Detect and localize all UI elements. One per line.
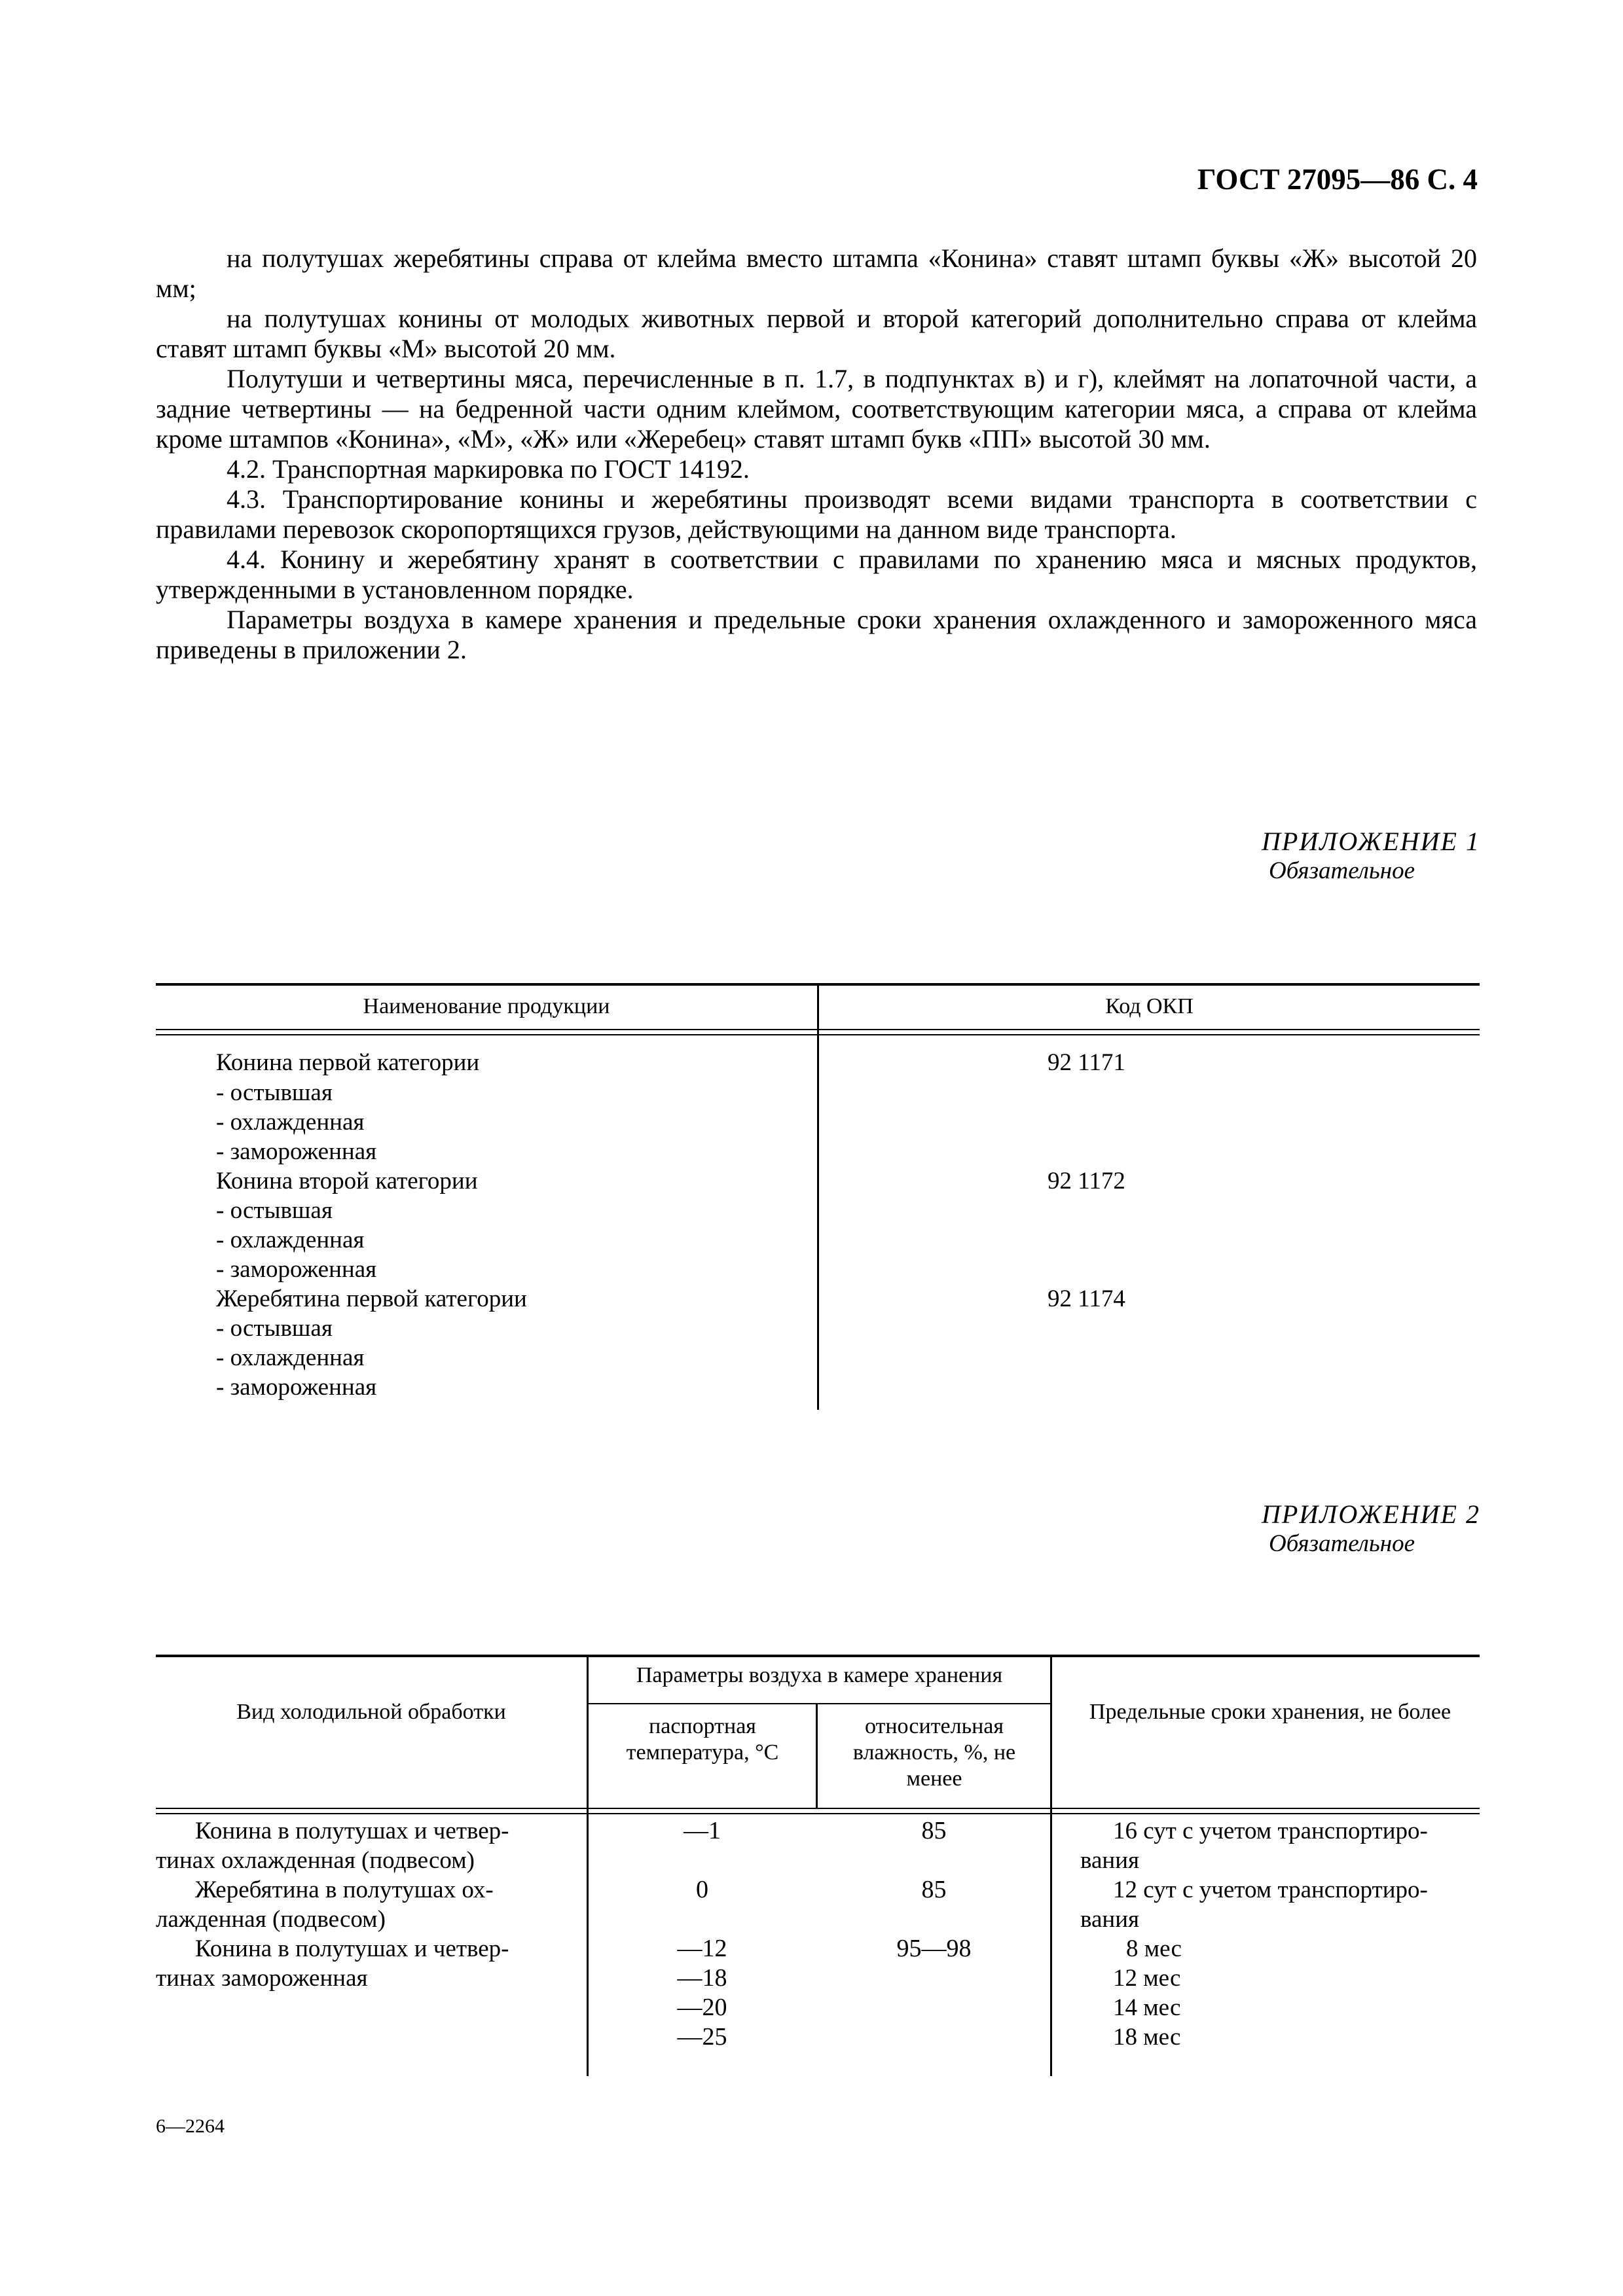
- table-row-term: [1080, 1934, 1480, 2052]
- table-row-sub: - остывшая: [216, 1197, 333, 1224]
- table-row-humidity: 95—98: [896, 1935, 972, 1962]
- table-row-sub: - охлажденная: [216, 1227, 365, 1253]
- table-row-temperature: —1: [684, 1817, 721, 1844]
- table-row-term: [1080, 1875, 1480, 1934]
- appendix1-heading: [1262, 826, 1480, 885]
- appendix1-subtitle: Обязательное: [1268, 857, 1415, 884]
- table-header-temperature: паспортная температура, °С: [626, 1714, 779, 1765]
- kind-line: Конина в полутушах и четвер-: [195, 1818, 509, 1844]
- table-row-sub: - замороженная: [216, 1374, 377, 1401]
- table-header-rule: [156, 1034, 1480, 1035]
- term-line: 8 мес: [1126, 1935, 1182, 1962]
- table-row-sub: - охлажденная: [216, 1109, 365, 1136]
- page-footer: 6—2264: [156, 2115, 225, 2137]
- table-row-kind: [156, 1875, 562, 1934]
- kind-line: Конина в полутушах и четвер-: [195, 1935, 509, 1962]
- appendix2-subtitle: Обязательное: [1268, 1530, 1415, 1557]
- paragraph-text: Полутуши и четвертины мяса, перечисленные в п. 1.7, в подпунктах в) и г), клеймят на лопаточной части, а задние четвертины — на бедренной части одним клеймом, соответствующим категории мяса, а справа от клейма кроме штампов «Конина», «М», «Ж» или «Жеребец» ставят штамп букв «ПП» высотой 30 мм.: [156, 364, 1477, 454]
- table-header-rule: [156, 1813, 1480, 1814]
- paragraph-text: 4.2. Транспортная маркировка по ГОСТ 14192.: [227, 454, 750, 484]
- table-row-kind: [156, 1934, 562, 1993]
- kind-line: лажденная (подвесом): [156, 1906, 386, 1933]
- temp-line: —20: [677, 1994, 727, 2021]
- paragraph-text: Параметры воздуха в камере хранения и предельные сроки хранения охлажденного и замороженного мяса приведены в приложении 2.: [156, 605, 1477, 664]
- page-header: ГОСТ 27095—86 С. 4: [1197, 163, 1478, 196]
- appendix2-heading: [1262, 1499, 1480, 1558]
- temp-line: —18: [677, 1964, 727, 1992]
- table-row-name: Конина первой категории: [216, 1049, 480, 1076]
- table-header-group: Параметры воздуха в камере хранения: [636, 1663, 1003, 1687]
- paragraph-1: [156, 243, 1477, 665]
- table-row-code: 92 1171: [1048, 1049, 1125, 1076]
- table-row-humidity: 85: [921, 1876, 947, 1903]
- table-row-code: 92 1174: [1048, 1285, 1125, 1312]
- table-top-rule: [156, 1655, 1480, 1657]
- paragraph-text: на полутушах конины от молодых животных первой и второй категорий дополнительно справа от клейма ставят штамп буквы «М» высотой 20 мм.: [156, 304, 1477, 363]
- table-row-sub: - замороженная: [216, 1256, 377, 1283]
- table-header-name: Наименование продукции: [363, 994, 610, 1018]
- kind-line: Жеребятина в полутушах ох-: [195, 1876, 494, 1903]
- term-line: 14 мес: [1113, 1994, 1181, 2021]
- paragraph-text: 4.4. Конину и жеребятину хранят в соответствии с правилами по хранению мяса и мясных продуктов, утвержденными в установленном порядке.: [156, 545, 1477, 604]
- kind-line: тинах охлажденная (подвесом): [156, 1847, 475, 1874]
- appendix2-title: ПРИЛОЖЕНИЕ 2: [1262, 1499, 1480, 1529]
- temp-line: —12: [677, 1935, 727, 1962]
- kind-line: тинах замороженная: [156, 1965, 368, 1992]
- temp-line: —25: [677, 2023, 727, 2051]
- table-row-name: Конина второй категории: [216, 1168, 478, 1194]
- term-line: 16 сут с учетом транспортиро-: [1113, 1818, 1428, 1844]
- paragraph-text: на полутушах жеребятины справа от клейма вместо штампа «Конина» ставят штамп буквы «Ж» высотой 20 мм;: [156, 243, 1477, 303]
- appendix1-title: ПРИЛОЖЕНИЕ 1: [1262, 827, 1480, 856]
- table-row-sub: - охлажденная: [216, 1344, 365, 1371]
- table-row-sub: - остывшая: [216, 1315, 333, 1342]
- term-line: вания: [1080, 1906, 1140, 1933]
- paragraph-text: 4.3. Транспортирование конины и жеребятины производят всеми видами транспорта в соответствии с правилами перевозок скоропортящихся грузов, действующими на данном виде транспорта.: [156, 484, 1477, 544]
- table-row-sub: - остывшая: [216, 1079, 333, 1106]
- table-header-kind: Вид холодильной обработки: [236, 1700, 506, 1724]
- table-group-rule: [588, 1703, 1050, 1704]
- table-row-sub: - замороженная: [216, 1138, 377, 1165]
- term-line: 12 сут с учетом транспортиро-: [1113, 1876, 1428, 1903]
- term-line: 18 мес: [1113, 2024, 1181, 2051]
- table-row-term: [1080, 1816, 1480, 1875]
- table-column-divider: [816, 1704, 818, 1809]
- table-header-term: Предельные сроки хранения, не более: [1089, 1700, 1451, 1724]
- table-header-humidity: относительная влажность, %, не менее: [852, 1714, 1016, 1791]
- table-row-code: 92 1172: [1048, 1168, 1125, 1194]
- term-line: 12 мес: [1113, 1965, 1181, 1992]
- table-row-kind: [156, 1816, 562, 1875]
- table-row-humidity: 85: [921, 1817, 947, 1844]
- table-header-code: Код ОКП: [1105, 994, 1194, 1018]
- table-header-rule: [156, 1808, 1480, 1809]
- table-row-temperature: [589, 1934, 816, 2052]
- table-column-divider: [817, 984, 819, 1410]
- table-column-divider: [1050, 1656, 1052, 2076]
- table-row-temperature: 0: [696, 1876, 708, 1903]
- table-row-name: Жеребятина первой категории: [216, 1285, 527, 1312]
- table-header-rule: [156, 1029, 1480, 1030]
- term-line: вания: [1080, 1847, 1140, 1874]
